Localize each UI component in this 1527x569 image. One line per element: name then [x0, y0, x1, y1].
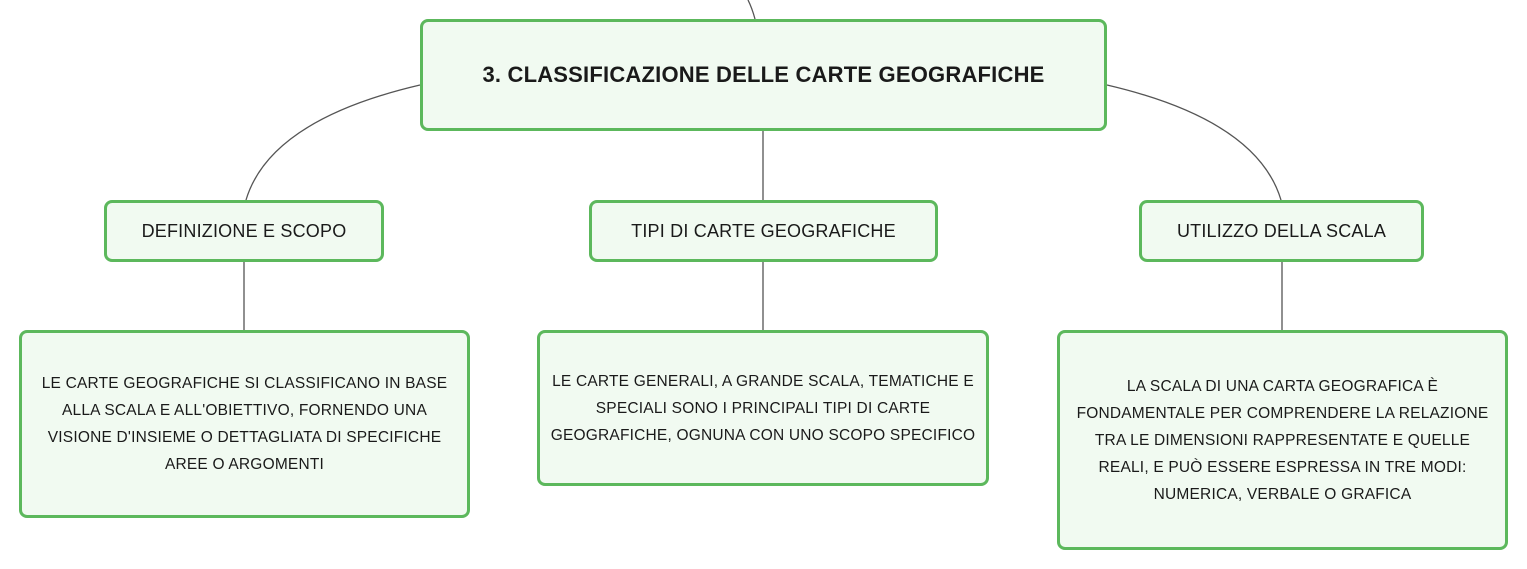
connector-parent-to-root [748, 0, 755, 19]
topic-label: UTILIZZO DELLA SCALA [1176, 220, 1387, 241]
root-title: 3. CLASSIFICAZIONE DELLE CARTE GEOGRAFICHE [482, 62, 1045, 87]
connector-root-to-topic-1 [246, 85, 420, 200]
detail-node-tipi[interactable] [537, 330, 989, 486]
topic-label: TIPI DI CARTE GEOGRAFICHE [631, 220, 896, 241]
topic-label: DEFINIZIONE E SCOPO [141, 220, 347, 241]
detail-text: LE CARTE GENERALI, A GRANDE SCALA, TEMATICHE E SPECIALI SONO I PRINCIPALI TIPI DI CARTE GEOGRAFICHE, OGNUNA CON UNO SCOPO SPECIFICO [550, 372, 976, 444]
detail-node-scala[interactable] [1057, 330, 1508, 550]
root-node[interactable] [420, 19, 1107, 131]
topic-node-tipi[interactable] [589, 200, 938, 262]
topic-node-scala[interactable] [1139, 200, 1424, 262]
detail-node-definizione[interactable] [19, 330, 470, 518]
topic-node-definizione[interactable] [104, 200, 384, 262]
connector-root-to-topic-3 [1107, 85, 1281, 200]
detail-text: LA SCALA DI UNA CARTA GEOGRAFICA È FONDAMENTALE PER COMPRENDERE LA RELAZIONE TRA LE DIMENSIONI RAPPRESENTATE E QUELLE REALI, E PUÒ ESSERE ESPRESSA IN TRE MODI: NUMERICA, VERBALE O GRAFICA [1076, 377, 1489, 503]
detail-text: LE CARTE GEOGRAFICHE SI CLASSIFICANO IN BASE ALLA SCALA E ALL'OBIETTIVO, FORNENDO UNA VISIONE D'INSIEME O DETTAGLIATA DI SPECIFICHE AREE O ARGOMENTI [41, 375, 448, 473]
